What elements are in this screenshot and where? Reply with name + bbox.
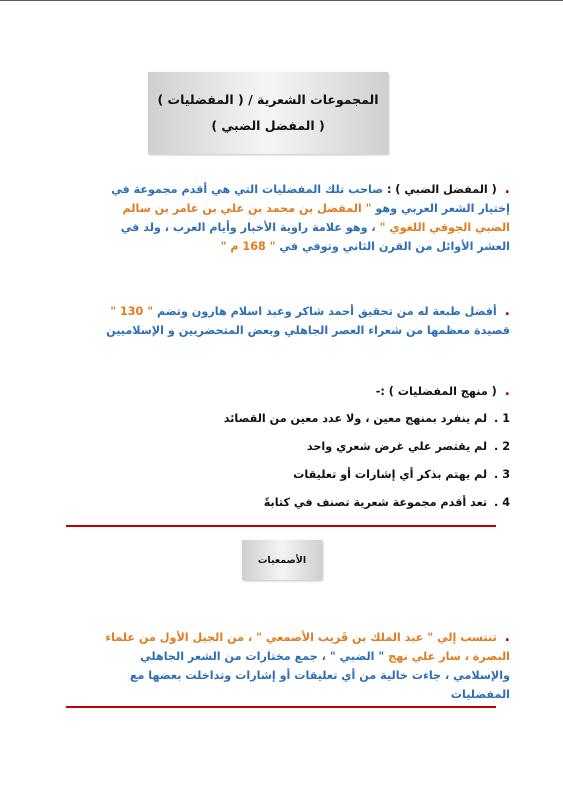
section-divider-bottom [66,706,496,708]
bio-text-b: ، وهو علامة راوية الأخبار وأيام العرب ، ولد في العشر الأوائل من القرن الثاني وتوفي في [120,221,510,253]
top-border-line [0,0,563,1]
asmaiyat-text-a: تنتسب إلي [436,631,497,644]
list-text: تعد أقدم مجموعة شعرية تصنف في كتابةً [263,496,488,509]
bio-text-a: صاحب تلك المفضليات التي هي أقدم مجموعة في إختيار الشعر العربي وهو [111,183,510,215]
asmaiyat-title-box [242,540,322,580]
section-divider [66,525,496,527]
edition-text-a: أفضل طبعة له من تحقيق أحمد شاكر وعبد اسلام هارون وتضم [156,305,497,318]
section-asmaiyat [90,628,510,704]
method-heading: ( منهج المفضليات ) :- [375,385,497,398]
section-method-heading [90,382,510,401]
title-line-2: ( المفضل الضبي ) [211,118,325,133]
poem-count-quote: " 130 " [110,305,154,318]
list-text: لم ينفرد بمنهج معين ، ولا عدد معين من القصائد [223,412,488,425]
full-name-quote: " المفضل بن محمد بن علي بن عامر بن سالم الضبي الجوفي اللغوي " [122,202,510,234]
list-item [90,466,510,484]
list-text: لم يهتم بذكر أي إشارات أو تعليقات [293,468,488,481]
list-number: 4 . [494,496,510,509]
list-number: 2 . [494,440,510,453]
list-text: لم يقتصر علي غرض شعري واحد [306,440,488,453]
title-box [148,72,388,154]
section-best-edition [90,302,510,340]
asmai-name-quote: " عبد الملك بن قَريب الأصمعي " [256,631,434,644]
edition-text-b: قصيدة معظمها من شعراء العصر الجاهلي وبعض المتحضريين و الإسلاميين [106,324,510,337]
bullet-marker: . [504,181,510,197]
asmaiyat-text-b: ، من الجيل الأول من علماء البصرة ، سار علي نهج [105,631,510,663]
bullet-marker: . [504,303,510,319]
list-number: 3 . [494,468,510,481]
asmaiyat-text-c: ، جمع مختارات من الشعر الجاهلي والإسلامي ، جاءت خالية من أي تعليقات أو إشارات وتداخلت بعضها مع المفضليات [129,650,510,701]
death-year-quote: " 168 م " [220,240,276,253]
section-heading: ( المفضل الضبي ) : [386,183,497,196]
list-item [90,494,510,512]
list-item [90,438,510,456]
bullet-marker: . [504,383,510,399]
title-line-1: المجموعات الشعرية / ( المفضليات ) [157,92,379,107]
asmaiyat-title: الأصمعيات [257,554,307,566]
bullet-marker: . [504,629,510,645]
dabbi-quote: " الضبي " [329,650,385,663]
list-number: 1 . [494,412,510,425]
list-item [90,410,510,428]
section-mufaddal-bio [90,180,510,256]
